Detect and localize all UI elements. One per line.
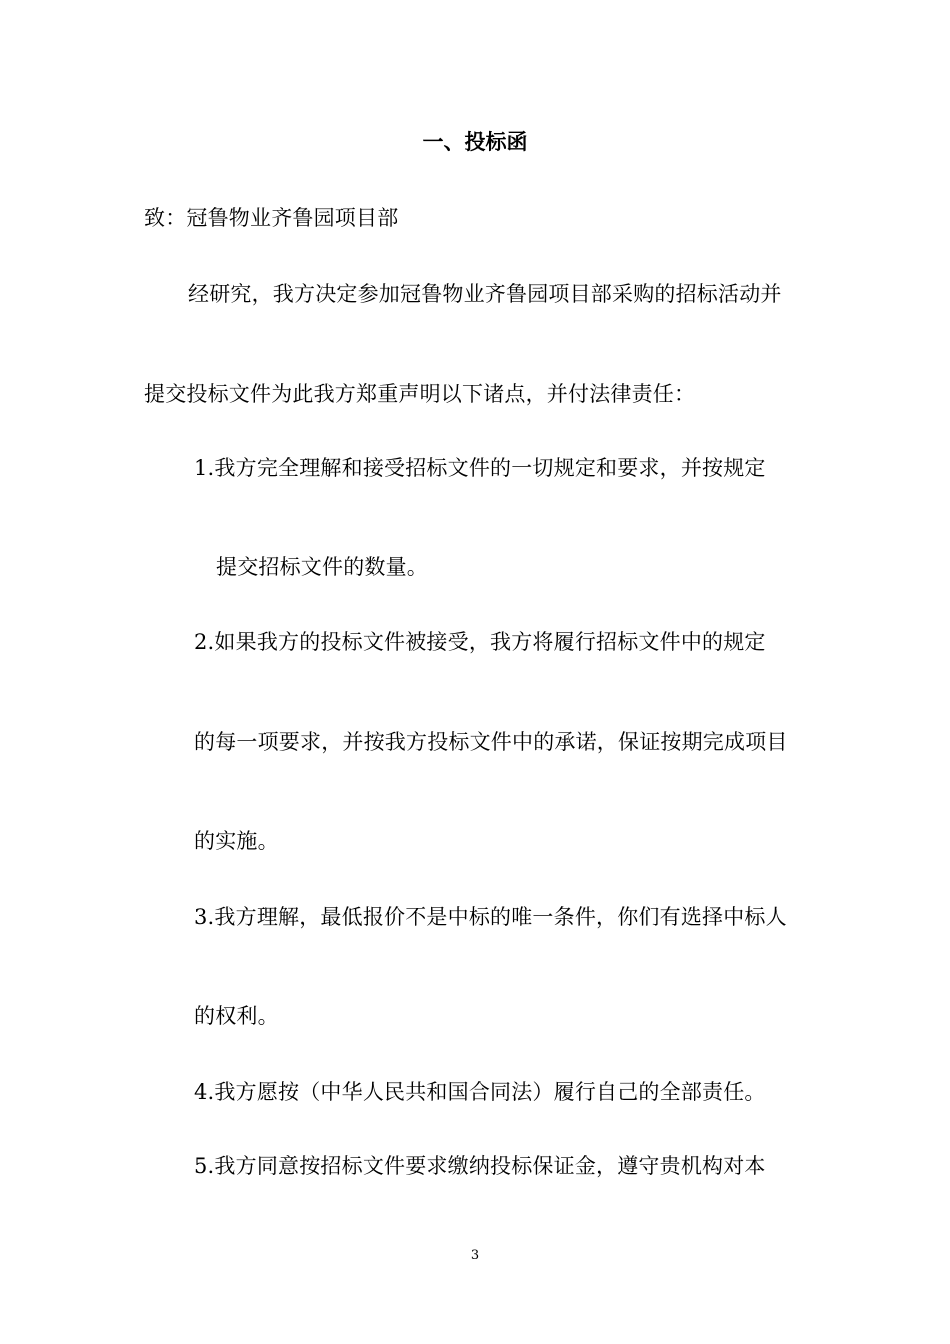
item-1-line-2: 提交招标文件的数量。 [216,555,428,579]
item-3-line-1: 3.我方理解，最低报价不是中标的唯一条件，你们有选择中标人 [194,905,787,929]
addressee-line: 致：冠鲁物业齐鲁园项目部 [144,206,399,230]
item-2-line-1: 2.如果我方的投标文件被接受，我方将履行招标文件中的规定 [194,630,766,654]
item-4-line-1: 4.我方愿按（中华人民共和国合同法）履行自己的全部责任。 [194,1080,766,1104]
intro-line-1: 经研究，我方决定参加冠鲁物业齐鲁园项目部采购的招标活动并 [188,282,782,306]
intro-line-2: 提交投标文件为此我方郑重声明以下诸点，并付法律责任： [144,382,696,406]
item-5-line-1: 5.我方同意按招标文件要求缴纳投标保证金，遵守贵机构对本 [194,1154,766,1178]
item-3-line-2: 的权利。 [194,1004,279,1028]
item-2-line-2: 的每一项要求，并按我方投标文件中的承诺，保证按期完成项目 [194,730,788,754]
item-2-line-3: 的实施。 [194,829,279,853]
document-title: 一、投标函 [422,130,528,154]
item-1-line-1: 1.我方完全理解和接受招标文件的一切规定和要求，并按规定 [194,456,766,480]
page-number: 3 [470,1248,480,1263]
